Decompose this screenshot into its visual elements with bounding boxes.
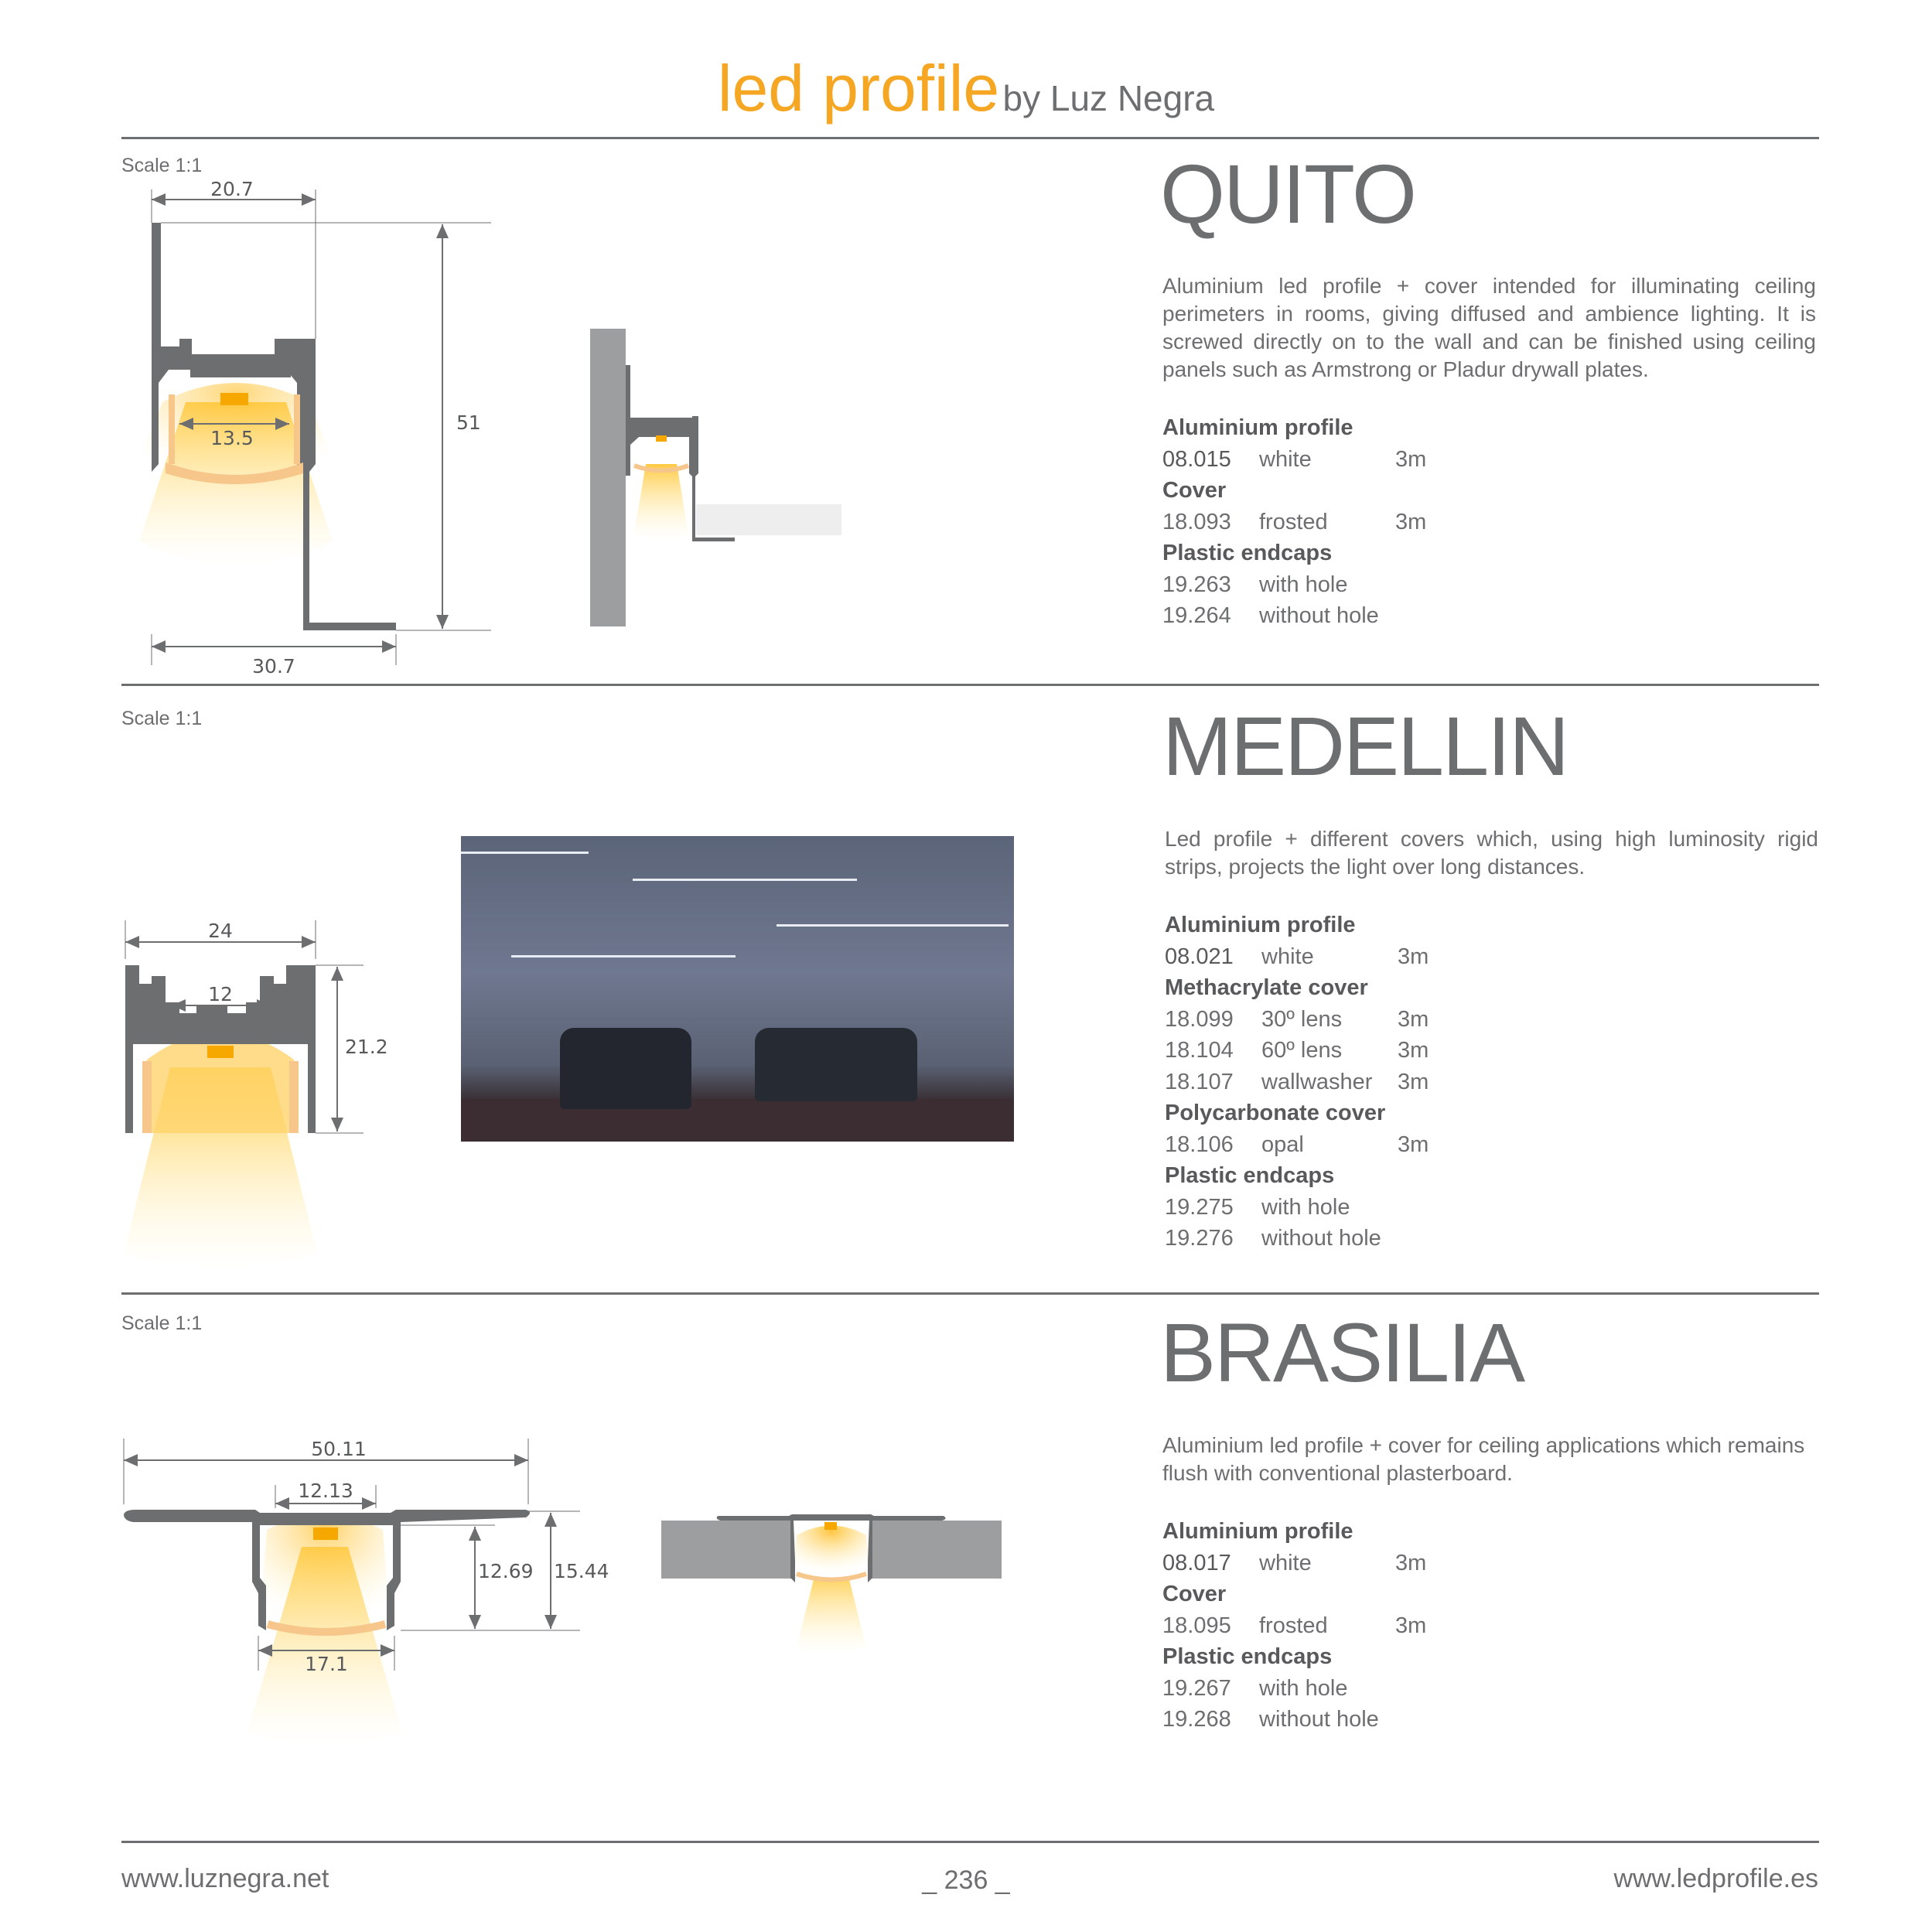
product-title: QUITO	[1160, 147, 1416, 241]
spec-name: white	[1259, 446, 1312, 472]
spec-row	[1165, 1067, 1429, 1098]
spec-heading: Aluminium profile	[1165, 913, 1356, 937]
spec-name: white	[1261, 944, 1314, 969]
spec-name: with hole	[1259, 1675, 1348, 1701]
spec-heading: Aluminium profile	[1162, 415, 1353, 440]
spec-heading: Plastic endcaps	[1162, 1644, 1333, 1669]
spec-name: wallwasher	[1261, 1069, 1373, 1094]
spec-heading: Cover	[1162, 478, 1227, 503]
spec-row	[1162, 600, 1426, 632]
spec-heading: Cover	[1162, 1582, 1227, 1606]
footer-link-right[interactable]: www.ledprofile.es	[1613, 1864, 1818, 1893]
product-title: BRASILIA	[1160, 1306, 1524, 1399]
spec-name: 60º lens	[1261, 1038, 1343, 1063]
spec-row	[1162, 569, 1426, 601]
spec-code: 19.268	[1162, 1707, 1231, 1732]
spec-row	[1165, 1129, 1429, 1161]
spec-length: 3m	[1395, 509, 1427, 534]
spec-row	[1165, 941, 1429, 973]
spec-list	[1162, 412, 1426, 632]
footer-link-left[interactable]: www.luznegra.net	[121, 1864, 329, 1893]
spec-row	[1165, 1192, 1429, 1224]
brand-title: led profile	[717, 52, 1000, 125]
spec-length: 3m	[1395, 446, 1427, 472]
dim-inner: 13.5	[210, 427, 254, 449]
spec-code: 18.095	[1162, 1613, 1231, 1638]
product-description: Led profile + different covers which, using high luminosity rigid strips, projects the light over long distances.	[1165, 827, 1818, 879]
dim-inner: 12.13	[298, 1480, 353, 1502]
spec-name: opal	[1261, 1132, 1304, 1157]
spec-code: 19.275	[1165, 1194, 1234, 1220]
product-description: Aluminium led profile + cover intended for illuminating ceiling perimeters in rooms, giving diffused and ambience lighting. It is screwed directly on to the wall and can be finished using ceiling panels such as Armstrong or Pladur drywall plates.	[1162, 274, 1816, 381]
spec-name: white	[1259, 1550, 1312, 1575]
brand-byline: by Luz Negra	[1002, 78, 1215, 118]
spec-length: 3m	[1398, 1006, 1429, 1032]
spec-row	[1165, 1035, 1429, 1067]
spec-name: frosted	[1259, 509, 1328, 534]
spec-length: 3m	[1398, 1132, 1429, 1157]
spec-list	[1162, 1516, 1426, 1736]
spec-row	[1165, 1223, 1429, 1254]
spec-name: with hole	[1259, 572, 1348, 597]
divider	[121, 1841, 1819, 1843]
spec-list	[1165, 910, 1429, 1254]
spec-name: 30º lens	[1261, 1006, 1343, 1032]
spec-code: 19.276	[1165, 1226, 1234, 1251]
spec-row	[1162, 1610, 1426, 1642]
dim-height-b: 15.44	[554, 1560, 609, 1582]
spec-row	[1162, 1673, 1426, 1705]
spec-row	[1162, 507, 1426, 538]
spec-name: frosted	[1259, 1613, 1328, 1638]
spec-row	[1162, 444, 1426, 476]
spec-name: with hole	[1261, 1194, 1350, 1220]
dim-bottom: 30.7	[252, 655, 295, 678]
spec-length: 3m	[1398, 944, 1429, 969]
dim-top-width: 20.7	[210, 178, 254, 200]
spec-code: 18.093	[1162, 509, 1231, 534]
dim-bottom: 17.1	[305, 1653, 348, 1675]
spec-code: 18.106	[1165, 1132, 1234, 1157]
spec-row	[1162, 1548, 1426, 1579]
spec-code: 18.099	[1165, 1006, 1234, 1032]
light-glow	[793, 1526, 870, 1579]
spec-code: 19.264	[1162, 603, 1231, 628]
dim-height-a: 12.69	[478, 1560, 534, 1582]
spec-name: without hole	[1261, 1226, 1381, 1251]
spec-heading: Aluminium profile	[1162, 1519, 1353, 1544]
spec-length: 3m	[1398, 1038, 1429, 1063]
spec-code: 08.015	[1162, 446, 1231, 472]
spec-code: 18.104	[1165, 1038, 1234, 1063]
dim-width: 50.11	[311, 1438, 367, 1460]
dim-height: 21.2	[345, 1036, 388, 1058]
scale-label: Scale 1:1	[121, 708, 203, 729]
spec-name: without hole	[1259, 1707, 1379, 1732]
spec-code: 19.267	[1162, 1675, 1231, 1701]
spec-heading: Methacrylate cover	[1165, 975, 1368, 1000]
dim-height: 51	[456, 411, 481, 434]
spec-heading: Polycarbonate cover	[1165, 1101, 1386, 1125]
spec-heading: Plastic endcaps	[1165, 1163, 1335, 1188]
spec-code: 19.263	[1162, 572, 1231, 597]
page-number: _ 236 _	[922, 1865, 1010, 1895]
dim-width: 24	[208, 920, 233, 942]
product-description: Aluminium led profile + cover for ceiling applications which remains flush with conventional plasterboard.	[1162, 1433, 1805, 1485]
scale-label: Scale 1:1	[121, 1312, 203, 1334]
spec-code: 08.021	[1165, 944, 1234, 969]
led-chip	[824, 1522, 837, 1530]
product-title: MEDELLIN	[1162, 699, 1568, 793]
scale-label: Scale 1:1	[121, 155, 203, 176]
spec-length: 3m	[1398, 1069, 1429, 1094]
spec-length: 3m	[1395, 1550, 1427, 1575]
spec-row	[1165, 1004, 1429, 1036]
spec-length: 3m	[1395, 1613, 1427, 1638]
dim-inner: 12	[208, 983, 233, 1005]
spec-name: without hole	[1259, 603, 1379, 628]
spec-row	[1162, 1704, 1426, 1736]
spec-code: 08.017	[1162, 1550, 1231, 1575]
spec-code: 18.107	[1165, 1069, 1234, 1094]
spec-heading: Plastic endcaps	[1162, 541, 1333, 565]
light-beam	[797, 1570, 866, 1654]
